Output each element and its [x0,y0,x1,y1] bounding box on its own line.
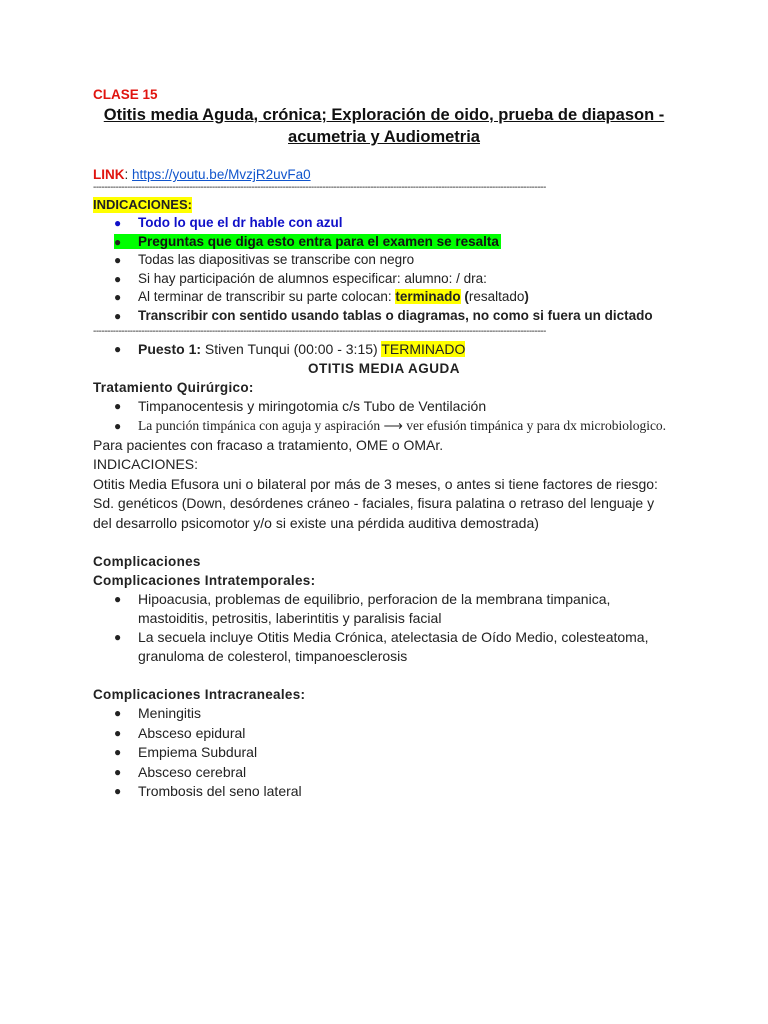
list-item: ● Al terminar de transcribir su parte colocan: terminado (resaltado) [93,288,675,307]
bullet-icon: ● [114,308,122,323]
list-item: ● La punción timpánica con aguja y aspiración ⟶ ver efusión timpánica y para dx microbiologico. [114,417,667,433]
bullet-icon: ● [114,271,122,286]
bullet-icon: ● [114,630,122,644]
list-item: ● Si hay participación de alumnos especificar: alumno: / dra: [93,270,675,289]
clase-label: CLASE 15 [93,87,158,102]
separator-line: ---------------------------------------------------------------------------------------------------------------------------------------------------------------- [93,328,546,336]
bullet-icon: ● [114,216,122,230]
link-label: LINK [93,167,125,182]
list-item: ● Todo lo que el dr hable con azul [93,214,675,233]
bullet-icon: ● [114,399,122,413]
link-separator: : [124,167,133,182]
bullet-icon: ● [114,745,122,759]
bullet-icon: ● [114,706,122,720]
bullet-icon: ● [114,725,122,740]
para-text: Para pacientes con fracaso a tratamiento, OME o OMAr. [93,436,444,453]
list-item: ● Preguntas que diga esto entra para el examen se resalta [93,233,675,252]
list-item: ● Puesto 1: Stiven Tunqui (00:00 - 3:15) TERMINADO [114,341,466,357]
bullet-icon: ● [114,234,122,249]
bullet-icon: ● [114,784,122,798]
document-page [93,86,675,802]
list-item: ● Absceso cerebral [93,763,675,783]
document-title: Otitis media Aguda, crónica; Exploración de oido, prueba de diapason - acumetria y Audiometria [103,106,665,146]
list-item: ● Transcribir con sentido usando tablas o diagramas, no como si fuera un dictado [93,307,675,326]
video-link[interactable]: https://youtu.be/MvzjR2uvFa0 [132,167,311,182]
list-item: ● Timpanocentesis y miringotomia c/s Tubo de Ventilación [93,397,675,417]
tratamiento-heading: Tratamiento Quirúrgico: [93,380,254,395]
list-item: ● Hipoacusia, problemas de equilibrio, perforacion de la membrana timpanica, mastoiditis, petrositis, laberintitis y paralisis facial [114,591,611,626]
complicaciones-heading: Complicaciones [93,554,201,569]
terminado-highlight: terminado [395,289,461,304]
separator-line: ---------------------------------------------------------------------------------------------------------------------------------------------------------------- [93,184,546,192]
link-line [93,166,675,184]
bullet-icon: ● [114,253,122,267]
section-title: OTITIS MEDIA AGUDA [308,361,460,376]
bullet-icon: ● [114,592,122,606]
status-badge: TERMINADO [381,341,466,357]
list-item: ● La secuela incluye Otitis Media Crónica, atelectasia de Oído Medio, colesteatoma, granuloma de colesterol, timpanoesclerosis [114,629,649,664]
indicaciones-heading: INDICACIONES: [93,197,192,212]
bullet-icon: ● [114,342,122,356]
indicaciones-subheading: INDICACIONES: [93,456,199,472]
list-item: ● Empiema Subdural [93,743,675,763]
indicaciones-list [93,214,675,325]
list-item: ● Trombosis del seno lateral [93,782,675,802]
intracraneales-heading: Complicaciones Intracraneales: [93,687,306,702]
puesto-list [93,340,675,359]
indicaciones-text: Otitis Media Efusora uni o bilateral por más de 3 meses, o antes si tiene factores de riesgo: Sd. genéticos (Down, desórdenes cráneo - faciales, fisura palatina o retraso del lenguaje y del desarrollo psicomotor y/o si existe una pérdida auditiva demostrada) [93,475,658,531]
list-item: ● Meningitis [93,704,675,724]
list-item: ● Todas las diapositivas se transcribe con negro [93,251,675,270]
tratamiento-list [93,397,675,435]
intracraneales-list [93,704,675,802]
intratemporales-list [93,590,675,666]
bullet-icon: ● [114,290,122,304]
list-item: ● Absceso epidural [93,724,675,744]
intratemporales-heading: Complicaciones Intratemporales: [93,573,316,588]
bullet-icon: ● [114,764,122,779]
bullet-icon: ● [114,418,122,433]
